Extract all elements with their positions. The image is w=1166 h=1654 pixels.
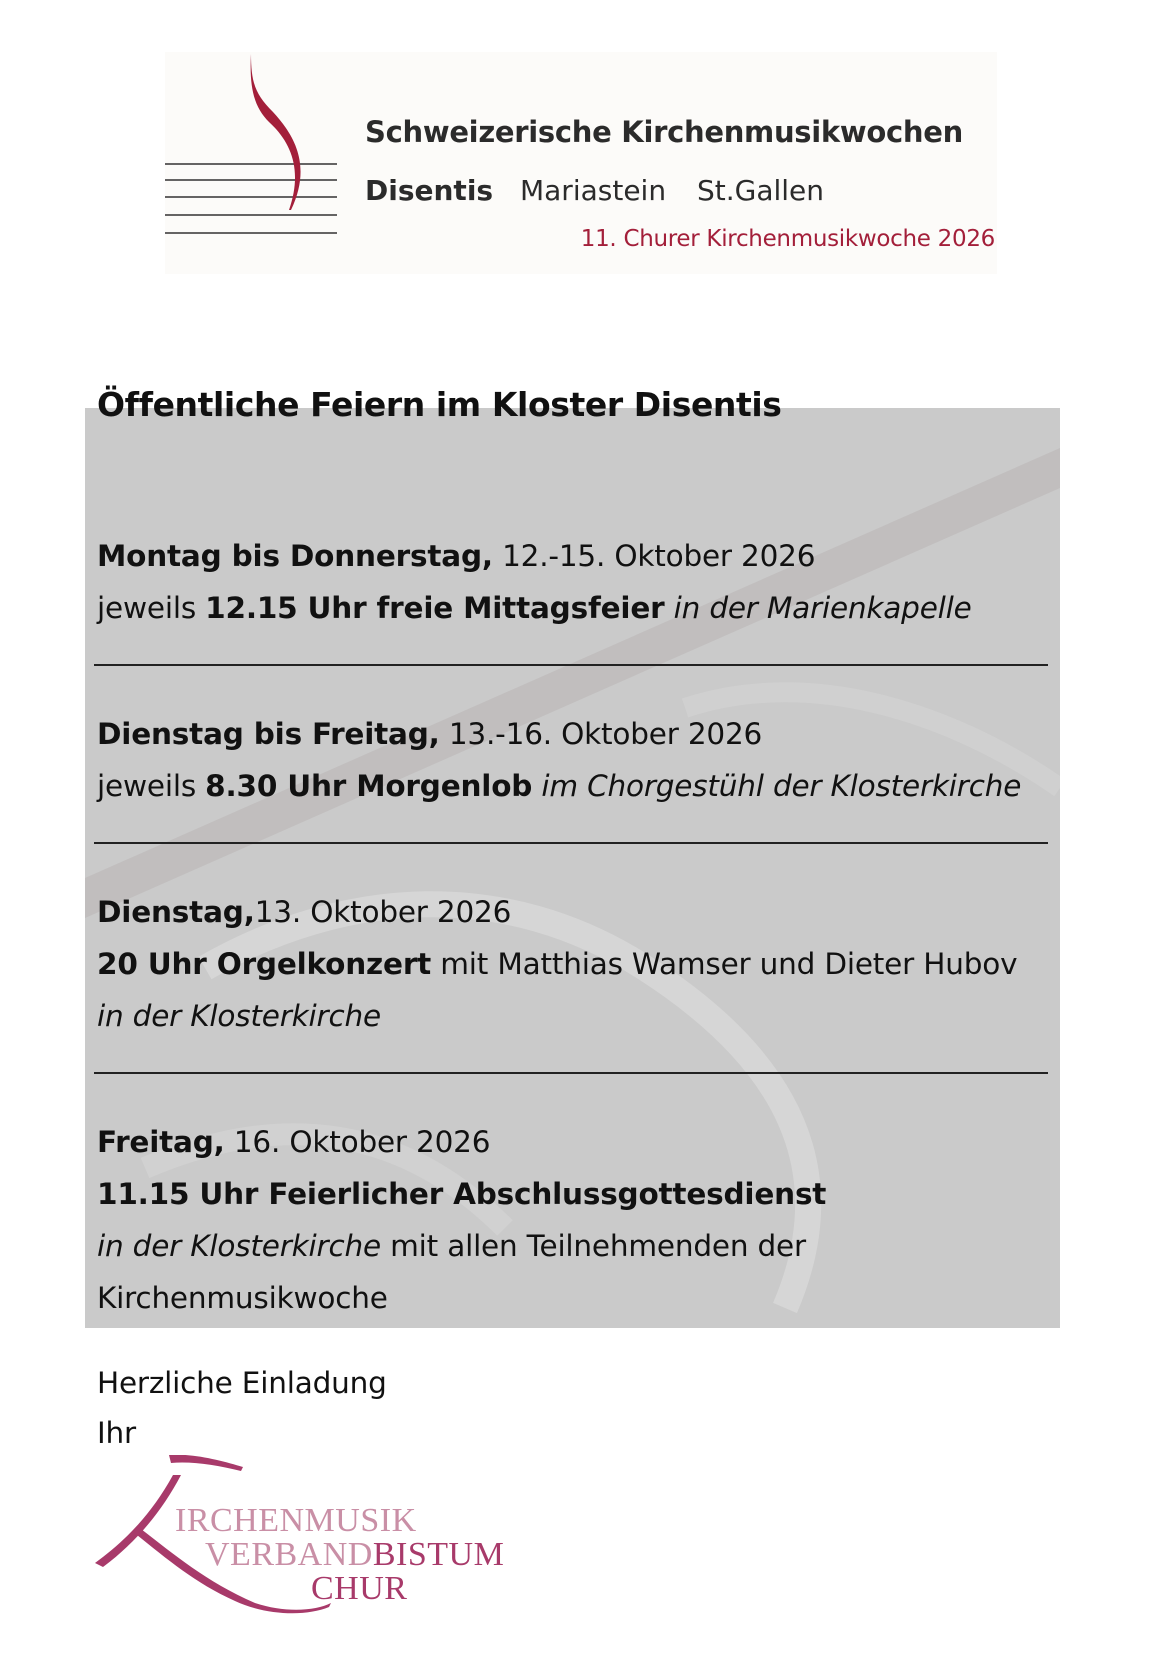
event-time-title: 8.30 Uhr Morgenlob	[205, 769, 533, 803]
logo-line-3: CHUR	[311, 1570, 408, 1607]
header-subtitle: 11. Churer Kirchenmusikwoche 2026	[580, 226, 995, 252]
logo-bistum: BISTUM	[372, 1536, 505, 1573]
event-date: 13.-16. Oktober 2026	[439, 717, 763, 751]
event-days: Montag bis Donnerstag,	[97, 539, 493, 573]
place-st-gallen: St.Gallen	[696, 174, 825, 207]
event-location: im Chorgestühl der Klosterkirche	[532, 769, 1022, 803]
event-location: in der Marienkapelle	[664, 591, 972, 625]
logo-verband: VERBAND	[205, 1536, 373, 1573]
place-disentis: Disentis	[365, 174, 494, 207]
event-days: Dienstag,	[97, 895, 255, 929]
divider	[94, 664, 1048, 666]
event-weekday-noon	[97, 530, 1057, 634]
header-places	[365, 174, 824, 207]
event-days: Freitag,	[97, 1125, 225, 1159]
event-organ-concert	[97, 886, 1057, 1042]
place-mariastein: Mariastein	[519, 174, 667, 207]
event-time-title: 12.15 Uhr freie Mittagsfeier	[205, 591, 665, 625]
logo-line-2	[205, 1538, 504, 1572]
event-date: 13. Oktober 2026	[254, 895, 512, 929]
event-date: 12.-15. Oktober 2026	[492, 539, 816, 573]
event-participants-cont: Kirchenmusikwoche	[97, 1281, 388, 1315]
event-date: 16. Oktober 2026	[224, 1125, 491, 1159]
event-closing-service	[97, 1116, 1057, 1324]
event-prefix: jeweils	[97, 591, 206, 625]
event-participants: mit allen Teilnehmenden der	[380, 1229, 806, 1263]
signoff-text: Ihr	[97, 1416, 136, 1450]
event-time-title: 20 Uhr Orgelkonzert	[97, 947, 432, 981]
closing	[97, 1358, 387, 1458]
event-performers: mit Matthias Wamser und Dieter Hubov	[431, 947, 1018, 981]
divider	[94, 842, 1048, 844]
event-time-title: 11.15 Uhr Feierlicher Abschlussgottesdienst	[97, 1177, 827, 1211]
event-location: in der Klosterkirche	[97, 1229, 381, 1263]
header-logo	[165, 52, 997, 274]
logo-line-1: IRCHENMUSIK	[175, 1502, 417, 1539]
event-location: in der Klosterkirche	[97, 999, 381, 1033]
event-morning-praise	[97, 708, 1057, 812]
kirchenmusikverband-logo	[95, 1455, 515, 1615]
music-staff-icon	[165, 52, 365, 274]
event-days: Dienstag bis Freitag,	[97, 717, 440, 751]
header-title: Schweizerische Kirchenmusikwochen	[365, 115, 963, 149]
event-prefix: jeweils	[97, 769, 206, 803]
invitation-text: Herzliche Einladung	[97, 1366, 387, 1400]
page-title: Öffentliche Feiern im Kloster Disentis	[97, 385, 782, 424]
divider	[94, 1072, 1048, 1074]
